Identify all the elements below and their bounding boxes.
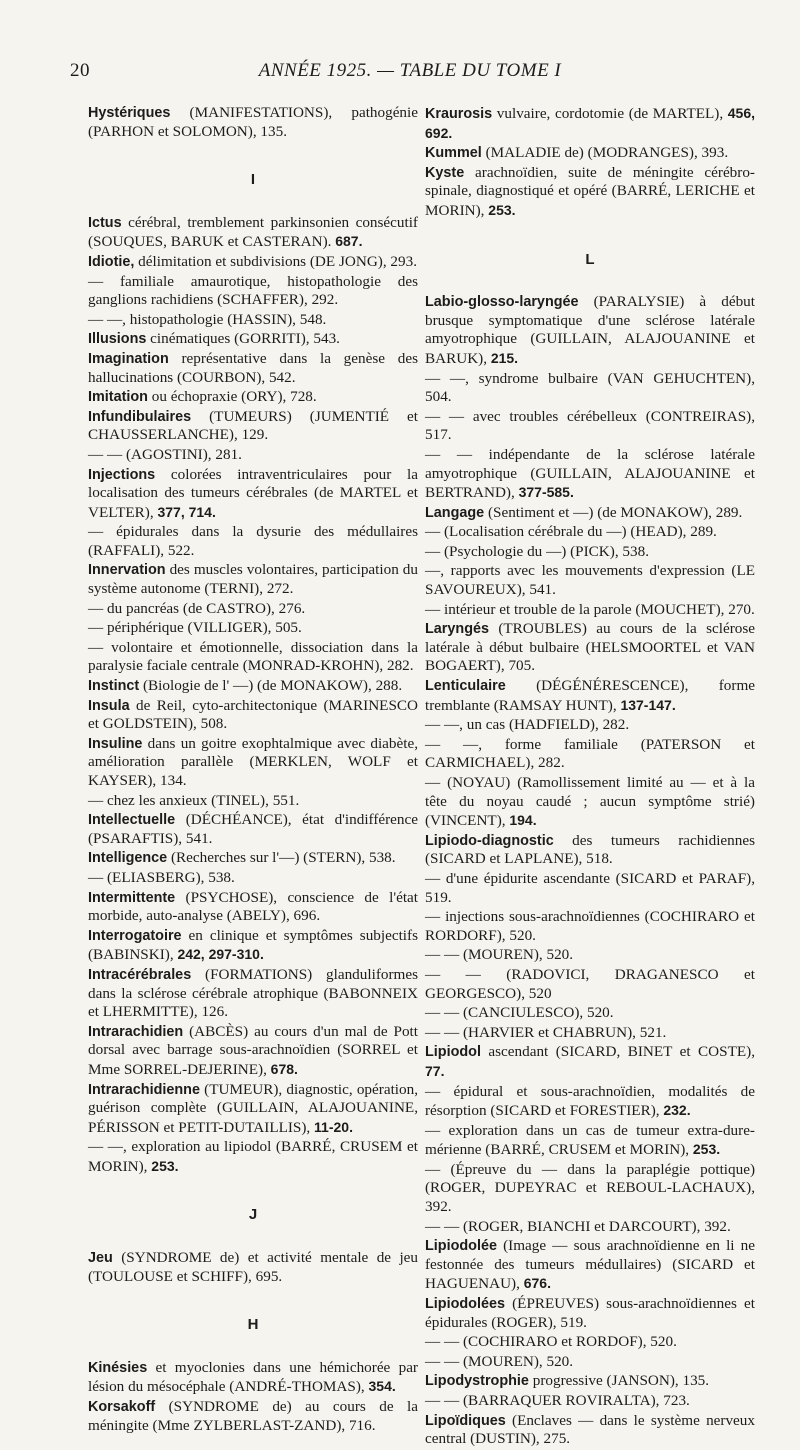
entry-pages: 676. <box>523 1275 551 1292</box>
index-entry <box>425 543 755 562</box>
entry-headword: Illusions <box>88 331 147 348</box>
index-entry <box>88 1081 418 1138</box>
entry-text: colorées intraventriculaires pour la localisation des tumeurs cérébrales (de MARTEL et VELTER), <box>88 465 418 521</box>
entry-headword: Intrarachidien <box>88 1023 184 1040</box>
index-entry <box>425 446 755 503</box>
index-entry <box>88 869 418 888</box>
index-entry <box>425 966 755 1003</box>
entry-text: — (Épreuve du — dans la paraplégie pottique) (ROGER, DUPEYRAC et REBOUL-LACHAUX), 392. <box>425 1160 755 1216</box>
entry-headword: Jeu <box>88 1250 113 1267</box>
entry-text: (Recherches sur l'—) (STERN), 538. <box>167 849 396 867</box>
entry-headword: Lipiodolée <box>425 1238 497 1255</box>
section-letter: L <box>585 250 595 268</box>
entry-text: des muscles volontaires, participation du système autonome (TERNI), 272. <box>88 561 418 598</box>
index-entry <box>88 466 418 523</box>
index-entry <box>425 1024 755 1043</box>
index-entry <box>88 639 418 676</box>
entry-headword: Intermittente <box>88 889 176 906</box>
running-title: ANNÉE 1925. — TABLE DU TOME I <box>258 60 562 81</box>
index-entry <box>88 697 418 734</box>
left-column <box>88 104 418 1436</box>
page-number: 20 <box>70 60 90 81</box>
entry-pages: 137-147. <box>620 696 676 713</box>
entry-text: — — (MOUREN), 520. <box>425 946 574 964</box>
entry-headword: Infundibulaires <box>88 408 192 425</box>
entry-text: — familiale amaurotique, histopathologie des ganglions rachidiens (SCHAFFER), 292. <box>88 272 418 309</box>
entry-text: cérébral, tremblement parkinsonien consécutif (SOUQUES, BARUK et CASTERAN). <box>88 213 418 251</box>
index-entry <box>88 330 418 349</box>
entry-text: délimitation et subdivisions (DE JONG), 293. <box>134 252 418 270</box>
entry-headword: Insuline <box>88 735 143 752</box>
entry-text: (MALADIE de) (MODRANGES), 393. <box>481 144 729 162</box>
index-entry <box>425 144 755 163</box>
entry-text: — — (CANCIULESCO), 520. <box>425 1004 614 1022</box>
index-entry <box>88 619 418 638</box>
entry-text: en clinique et symptômes subjectifs (BABINSKI), <box>88 926 418 964</box>
index-entry <box>88 849 418 868</box>
entry-headword: Instinct <box>88 678 140 695</box>
index-entry <box>88 350 418 387</box>
index-entry <box>425 523 755 542</box>
index-entry <box>425 1353 755 1372</box>
index-entry <box>425 677 755 715</box>
entry-headword: Imagination <box>88 350 169 367</box>
entry-text: — —, un cas (HADFIELD), 282. <box>425 716 630 734</box>
index-entry <box>425 1043 755 1081</box>
index-entry <box>88 273 418 310</box>
index-entry <box>425 562 755 599</box>
entry-text: — — (AGOSTINI), 281. <box>88 445 242 463</box>
entry-text: — — (BARRAQUER ROVIRALTA), 723. <box>425 1392 690 1409</box>
entry-text: de Reil, cyto-architectonique (MARINESCO et GOLDSTEIN), 508. <box>88 696 418 733</box>
index-entry <box>425 164 755 221</box>
entry-headword: Ictus <box>88 214 122 231</box>
entry-text: — injections sous-arachnoïdiennes (COCHIRARO et RORDORF), 520. <box>425 908 755 944</box>
entry-text: — — (RADOVICI, DRAGANESCO et GEORGESCO), 520 <box>425 965 755 1002</box>
entry-headword: Labio-glosso-laryngée <box>425 294 579 311</box>
entry-text: — exploration dans un cas de tumeur extra-dure-mérienne (BARRÉ, CRUSEM et MORIN), <box>425 1121 755 1159</box>
index-entry <box>425 408 755 445</box>
entry-headword: Imitation <box>88 389 148 406</box>
entry-text: — — indépendante de la sclérose latérale amyotrophique (GUILLAIN, ALAJOUANINE et BERTRAND), <box>425 445 755 502</box>
entry-text: (SYNDROME de) au cours de la méningite (Mme ZYLBERLAST-ZAND), 716. <box>88 1398 418 1434</box>
entry-headword: Intrarachidienne <box>88 1081 200 1098</box>
entry-text: — — (COCHIRARO et RORDOF), 520. <box>425 1333 677 1351</box>
entry-headword: Lipiodolées <box>425 1296 505 1313</box>
section-letter: I <box>250 171 256 189</box>
entry-pages: 77. <box>425 1062 445 1079</box>
index-entry <box>425 620 755 676</box>
entry-text: (PARALYSIE) à début brusque symptomatique d'une sclérose latérale amyotrophique (GUILLAIN, ALAJOUANINE et BARUK), <box>425 293 755 367</box>
index-entry <box>88 1398 418 1435</box>
entry-text: — périphérique (VILLIGER), 505. <box>88 619 302 637</box>
entry-pages: 354. <box>368 1378 396 1395</box>
entry-text: — — (MOUREN), 520. <box>425 1352 574 1370</box>
index-entry <box>425 601 755 620</box>
index-entry <box>88 889 418 926</box>
entry-text: ascendant (SICARD, BINET et COSTE), <box>480 1043 755 1061</box>
entry-text: —, rapports avec les mouvements d'expression (LE SAVOUREUX), 541. <box>425 562 755 599</box>
entry-headword: Idiotie, <box>88 253 135 270</box>
entry-pages: 242, 297-310. <box>177 946 264 963</box>
entry-text: — intérieur et trouble de la parole (MOUCHET), 270. <box>425 600 755 618</box>
index-entry <box>88 966 418 1022</box>
index-entry <box>88 1138 418 1176</box>
right-column <box>425 104 755 1450</box>
entry-headword: Kyste <box>425 164 465 181</box>
entry-headword: Laryngés <box>425 621 489 638</box>
entry-pages: 253. <box>488 201 516 218</box>
entry-pages: 253. <box>151 1157 179 1174</box>
entry-headword: Lipiodo-diagnostic <box>425 832 554 849</box>
index-entry <box>88 927 418 965</box>
entry-text: — — avec troubles cérébelleux (CONTREIRAS), 517. <box>425 407 755 444</box>
entry-headword: Kinésies <box>88 1359 148 1376</box>
entry-text: dans un goitre exophtalmique avec diabète, amélioration parallèle (MERKLEN, WOLF et KAYSER), 134. <box>88 734 418 789</box>
index-entry <box>425 716 755 735</box>
entry-text: (Enclaves — dans le système nerveux central (DUSTIN), 275. <box>425 1411 755 1448</box>
index-entry <box>425 908 755 945</box>
index-entry <box>425 504 755 523</box>
index-entry <box>425 1004 755 1023</box>
entry-headword: Innervation <box>88 562 166 579</box>
entry-headword: Intracérébrales <box>88 966 192 983</box>
index-entry <box>88 792 418 811</box>
index-entry <box>88 1023 418 1080</box>
index-entry <box>425 1412 755 1449</box>
entry-text: — (NOYAU) (Ramollissement limité au — et à la tête du noyau caudé ; aucun symptôme strié) (VINCENT), <box>425 774 755 830</box>
entry-headword: Lipiodol <box>425 1044 481 1061</box>
entry-pages: 678. <box>270 1060 298 1077</box>
entry-text: (FORMATIONS) glanduliformes dans la sclérose cérébrale atrophique (BABONNEIX et LHERMITTE), 126. <box>88 965 418 1021</box>
entry-text: — —, syndrome bulbaire (VAN GEHUCHTEN), 504. <box>425 369 755 406</box>
index-entry <box>88 735 418 791</box>
entry-text: — épidurales dans la dysurie des médullaires (RAFFALI), 522. <box>88 523 418 559</box>
entry-headword: Interrogatoire <box>88 927 182 944</box>
entry-text: (Biologie de l' —) (de MONAKOW), 288. <box>139 677 403 695</box>
index-entry <box>88 104 418 141</box>
entry-text: arachnoïdien, suite de méningite cérébro-spinale, diagnostiqué et opéré (BARRÉ, LERICHE et MORIN), <box>425 163 755 219</box>
entry-text: (Sentiment et —) (de MONAKOW), 289. <box>484 503 743 521</box>
entry-pages: 377, 714. <box>157 503 216 520</box>
entry-text: (TUMEUR), diagnostic, opération, guérison complète (GUILLAIN, ALAJOUANINE, PÉRISSON et PETIT-DUTAILLIS), <box>88 1080 418 1136</box>
entry-headword: Lipoïdiques <box>425 1412 506 1429</box>
entry-pages: 215. <box>490 349 519 366</box>
entry-text: — (Psychologie du —) (PICK), 538. <box>425 542 650 560</box>
index-entry <box>425 104 755 143</box>
entry-headword: Kummel <box>425 145 482 162</box>
entry-text: — (ELIASBERG), 538. <box>88 868 235 886</box>
index-entry <box>88 1359 418 1397</box>
entry-text: — —, exploration au lipiodol (BARRÉ, CRUSEM et MORIN), <box>88 1138 418 1175</box>
entry-text: vulvaire, cordotomie (de MARTEL), <box>492 105 728 122</box>
entry-pages: 232. <box>663 1102 691 1119</box>
index-entry <box>425 1372 755 1391</box>
index-entry <box>425 1295 755 1332</box>
entry-text: (ABCÈS) au cours d'un mal de Pott dorsal avec barrage sous-arachnoïdien (SORREL et Mme SORREL-DEJERINE), <box>88 1022 418 1078</box>
section-letter: H <box>247 1316 259 1334</box>
entry-pages: 456, 692. <box>425 105 755 141</box>
index-entry <box>88 214 418 252</box>
entry-text: (PSYCHOSE), conscience de l'état morbide, auto-analyse (ABELY), 696. <box>88 888 418 925</box>
section-letter: J <box>248 1206 258 1224</box>
entry-pages: 194. <box>509 812 537 829</box>
entry-text: — chez les anxieux (TINEL), 551. <box>88 791 300 809</box>
index-entry <box>425 1237 755 1294</box>
entry-text: progressive (JANSON), 135. <box>528 1372 710 1390</box>
index-entry <box>425 1392 755 1411</box>
index-entry <box>88 523 418 560</box>
index-entry <box>425 1161 755 1217</box>
entry-pages: 253. <box>692 1141 721 1158</box>
entry-text: (Image — sous arachnoïdienne en li ne festonnée des tumeurs médullaires) (SICARD et HAGUENAU), <box>425 1237 755 1293</box>
entry-pages: 687. <box>335 233 363 250</box>
entry-headword: Injections <box>88 466 156 483</box>
index-entry <box>425 946 755 965</box>
entry-headword: Langage <box>425 504 485 521</box>
index-entry <box>88 677 418 696</box>
entry-headword: Lenticulaire <box>425 678 506 695</box>
index-entry <box>88 600 418 619</box>
entry-text: — épidural et sous-arachnoïdien, modalités de résorption (SICARD et FORESTIER), <box>425 1082 755 1120</box>
index-entry <box>425 870 755 907</box>
entry-headword: Lipodystrophie <box>425 1373 529 1390</box>
index-entry <box>425 1218 755 1237</box>
index-entry <box>425 832 755 869</box>
entry-text: représentative dans la genèse des hallucinations (COURBON), 542. <box>88 349 418 386</box>
index-entry <box>88 253 418 272</box>
entry-pages: 11-20. <box>314 1118 353 1135</box>
entry-text: — — (ROGER, BIANCHI et DARCOURT), 392. <box>425 1217 731 1235</box>
index-entry <box>425 1083 755 1121</box>
entry-headword: Intellectuelle <box>88 812 176 829</box>
index-entry <box>425 1333 755 1352</box>
entry-text: (MANIFESTATIONS), pathogénie (PARHON et SOLOMON), 135. <box>88 104 418 140</box>
entry-text: — d'une épidurite ascendante (SICARD et PARAF), 519. <box>425 869 755 906</box>
entry-text: et myoclonies dans une hémichorée par lésion du mésocéphale (ANDRÉ-THOMAS), <box>88 1358 418 1396</box>
entry-text: — volontaire et émotionnelle, dissociation dans la paralysie faciale centrale (MONRAD-KROHN), 282. <box>88 638 418 675</box>
entry-text: ou échopraxie (ORY), 728. <box>147 388 317 406</box>
index-entry <box>425 293 755 368</box>
index-entry <box>88 1249 418 1286</box>
entry-text: (SYNDROME de) et activité mentale de jeu (TOULOUSE et SCHIFF), 695. <box>88 1249 418 1285</box>
index-entry <box>88 311 418 330</box>
entry-text: (ÉPREUVES) sous-arachnoïdiennes et épidurales (ROGER), 519. <box>425 1295 755 1331</box>
index-entry <box>425 370 755 407</box>
entry-headword: Insula <box>88 697 130 714</box>
entry-text: — —, forme familiale (PATERSON et CARMICHAEL), 282. <box>425 735 755 772</box>
index-entry <box>425 1122 755 1160</box>
entry-pages: 377-585. <box>518 484 574 501</box>
entry-text: (TROUBLES) au cours de la sclérose latérale à début bulbaire (HELSMOORTEL et VAN BOGAERT), 705. <box>425 620 755 675</box>
entry-text: cinématiques (GORRITI), 543. <box>146 330 340 348</box>
entry-headword: Korsakoff <box>88 1399 156 1416</box>
entry-headword: Hystériques <box>88 105 171 121</box>
entry-headword: Intelligence <box>88 850 168 867</box>
entry-text: — du pancréas (de CASTRO), 276. <box>88 599 306 617</box>
entry-text: des tumeurs rachidiennes (SICARD et LAPLANE), 518. <box>425 831 755 868</box>
entry-text: (TUMEURS) (JUMENTIÉ et CHAUSSERLANCHE), 129. <box>88 407 418 444</box>
entry-text: — (Localisation cérébrale du —) (HEAD), 289. <box>425 523 717 541</box>
entry-text: (DÉCHÉANCE), état d'indifférence (PSARAFTIS), 541. <box>88 811 418 847</box>
entry-headword: Kraurosis <box>425 106 493 122</box>
index-entry <box>425 774 755 831</box>
index-entry <box>88 446 418 465</box>
index-entry <box>88 561 418 598</box>
entry-text: (DÉGÉNÉRESCENCE), forme tremblante (RAMSAY HUNT), <box>425 677 755 714</box>
entry-text: — —, histopathologie (HASSIN), 548. <box>88 310 327 328</box>
index-entry <box>88 811 418 848</box>
entry-text: — — (HARVIER et CHABRUN), 521. <box>425 1023 667 1041</box>
index-entry <box>88 388 418 407</box>
index-entry <box>88 408 418 445</box>
index-entry <box>425 736 755 773</box>
